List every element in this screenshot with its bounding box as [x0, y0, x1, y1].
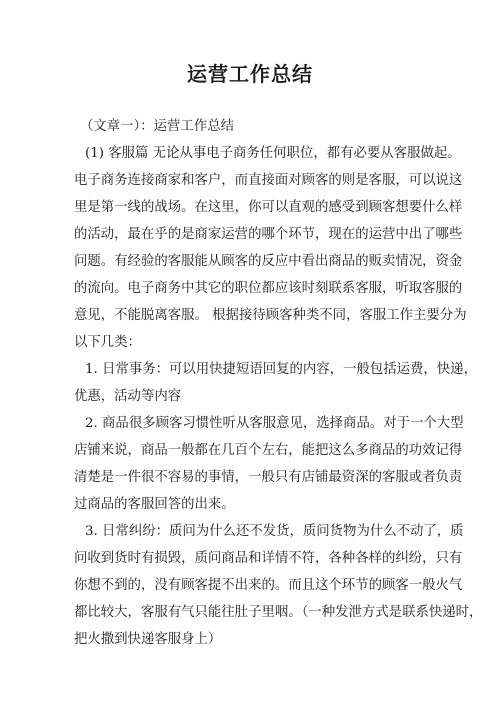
text-line: 3. 日常纠纷：质问为什么还不发货，质问货物为什么不动了，质 — [85, 524, 464, 539]
text-line: 店铺来说，商品一般都在几百个左右，能把这么多商品的功效记得 — [74, 443, 463, 458]
text-line: 电子商务连接商家和客户，而直接面对顾客的则是客服，可以说这 — [74, 173, 463, 188]
text-line: 里是第一线的战场。在这里，你可以直观的感受到顾客想要什么样 — [74, 200, 463, 215]
text-line: 意见，不能脱离客服。 根据接待顾客种类不同，客服工作主要分为 — [74, 308, 467, 323]
text-line: 的流向。电子商务中其它的职位都应该时刻联系客服，听取客服的 — [74, 281, 463, 296]
text-line: 过商品的客服回答的出来。 — [74, 497, 235, 512]
page-title: 运营工作总结 — [187, 62, 313, 86]
text-line: 问题。有经验的客服能从顾客的反应中看出商品的贩卖情况，资金 — [74, 254, 463, 269]
text-line: 优惠，活动等内容 — [74, 389, 182, 404]
text-line: 问收到货时有损毁，质问商品和详情不符，各种各样的纠纷，只有 — [74, 551, 463, 566]
subtitle-line: （文章一）：运营工作总结 — [80, 119, 234, 134]
text-line: (1) 客服篇 无论从事电子商务任何职位，都有必要从客服做起。 — [85, 146, 461, 161]
text-line: 你想不到的，没有顾客提不出来的。而且这个环节的顾客一般火气 — [74, 578, 463, 593]
text-line: 清楚是一件很不容易的事情，一般只有店铺最资深的客服或者负责 — [74, 470, 463, 485]
text-line: 都比较大，客服有气只能往肚子里咽。（一种发泄方式是联系快递时， — [74, 605, 483, 620]
text-line: 1. 日常事务：可以用快捷短语回复的内容，一般包括运费，快递， — [85, 362, 477, 377]
text-line: 以下几类： — [74, 335, 141, 350]
text-line: 2. 商品很多顾客习惯性听从客服意见，选择商品。对于一个大型 — [85, 416, 464, 431]
text-line: 的活动，最在乎的是商家运营的哪个环节，现在的运营中出了哪些 — [74, 227, 463, 242]
text-line: 把火撒到快递客服身上） — [74, 632, 222, 647]
